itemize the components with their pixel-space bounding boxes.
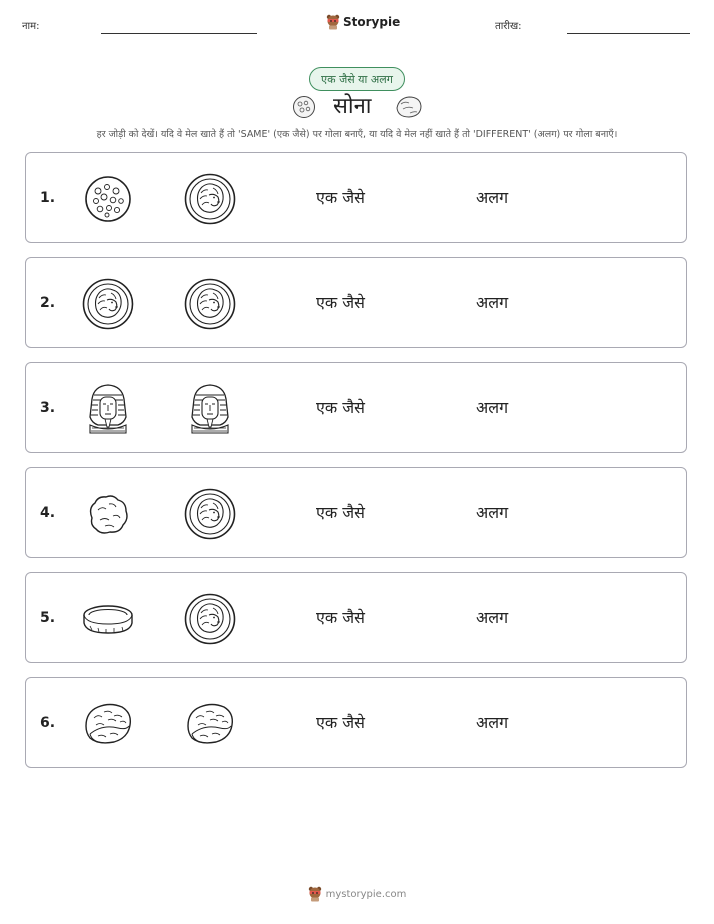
date-line[interactable]	[567, 33, 690, 34]
brand-name: Storypie	[343, 15, 401, 29]
question-row	[25, 677, 687, 768]
name-line[interactable]	[101, 33, 257, 34]
footer	[0, 886, 714, 902]
same-option[interactable]: एक जैसे	[316, 713, 365, 732]
same-option[interactable]: एक जैसे	[316, 503, 365, 522]
page-title: सोना	[333, 94, 372, 119]
same-option[interactable]: एक जैसे	[316, 293, 365, 312]
different-option[interactable]: अलग	[476, 713, 509, 732]
question-row	[25, 257, 687, 348]
gold-ore-icon	[82, 698, 134, 750]
gold-nugget-icon	[292, 95, 316, 119]
name-label: नाम:	[22, 21, 40, 32]
same-option[interactable]: एक जैसे	[316, 608, 365, 627]
question-row	[25, 467, 687, 558]
pharaoh-mask-icon	[82, 383, 134, 435]
different-option[interactable]: अलग	[476, 608, 509, 627]
pharaoh-mask-icon	[184, 383, 236, 435]
different-option[interactable]: अलग	[476, 188, 509, 207]
lion-coin-icon	[184, 593, 236, 645]
question-row	[25, 572, 687, 663]
bear-logo-icon	[326, 14, 340, 30]
question-number: 1.	[40, 190, 56, 206]
lion-coin-icon	[82, 278, 134, 330]
different-option[interactable]: अलग	[476, 293, 509, 312]
same-option[interactable]: एक जैसे	[316, 188, 365, 207]
worksheet-type-badge: एक जैसे या अलग	[309, 67, 405, 91]
lion-coin-icon	[184, 173, 236, 225]
gold-nugget-icon	[82, 173, 134, 225]
different-option[interactable]: अलग	[476, 503, 509, 522]
lion-coin-icon	[184, 278, 236, 330]
gold-ring-icon	[82, 593, 134, 645]
question-number: 6.	[40, 715, 56, 731]
different-option[interactable]: अलग	[476, 398, 509, 417]
gold-ore-icon	[395, 94, 423, 120]
same-option[interactable]: एक जैसे	[316, 398, 365, 417]
brand-logo	[326, 14, 400, 30]
instructions-text: हर जोड़ी को देखें। यदि वे मेल खाते हैं तो 'SAME' (एक जैसे) पर गोला बनाएँ, या यदि वे मेल नहीं खाते हैं तो 'DIFFERENT' (अलग) पर गोला बनाएँ।	[96, 129, 618, 140]
question-row	[25, 362, 687, 453]
question-number: 5.	[40, 610, 56, 626]
date-label: तारीख:	[495, 21, 522, 32]
footer-url[interactable]: mystorypie.com	[325, 888, 407, 900]
question-number: 4.	[40, 505, 56, 521]
gold-ore-icon	[184, 698, 236, 750]
question-row	[25, 152, 687, 243]
question-number: 3.	[40, 400, 56, 416]
lion-coin-icon	[184, 488, 236, 540]
bear-logo-icon	[308, 886, 322, 902]
gold-rock-icon	[82, 488, 134, 540]
question-number: 2.	[40, 295, 56, 311]
